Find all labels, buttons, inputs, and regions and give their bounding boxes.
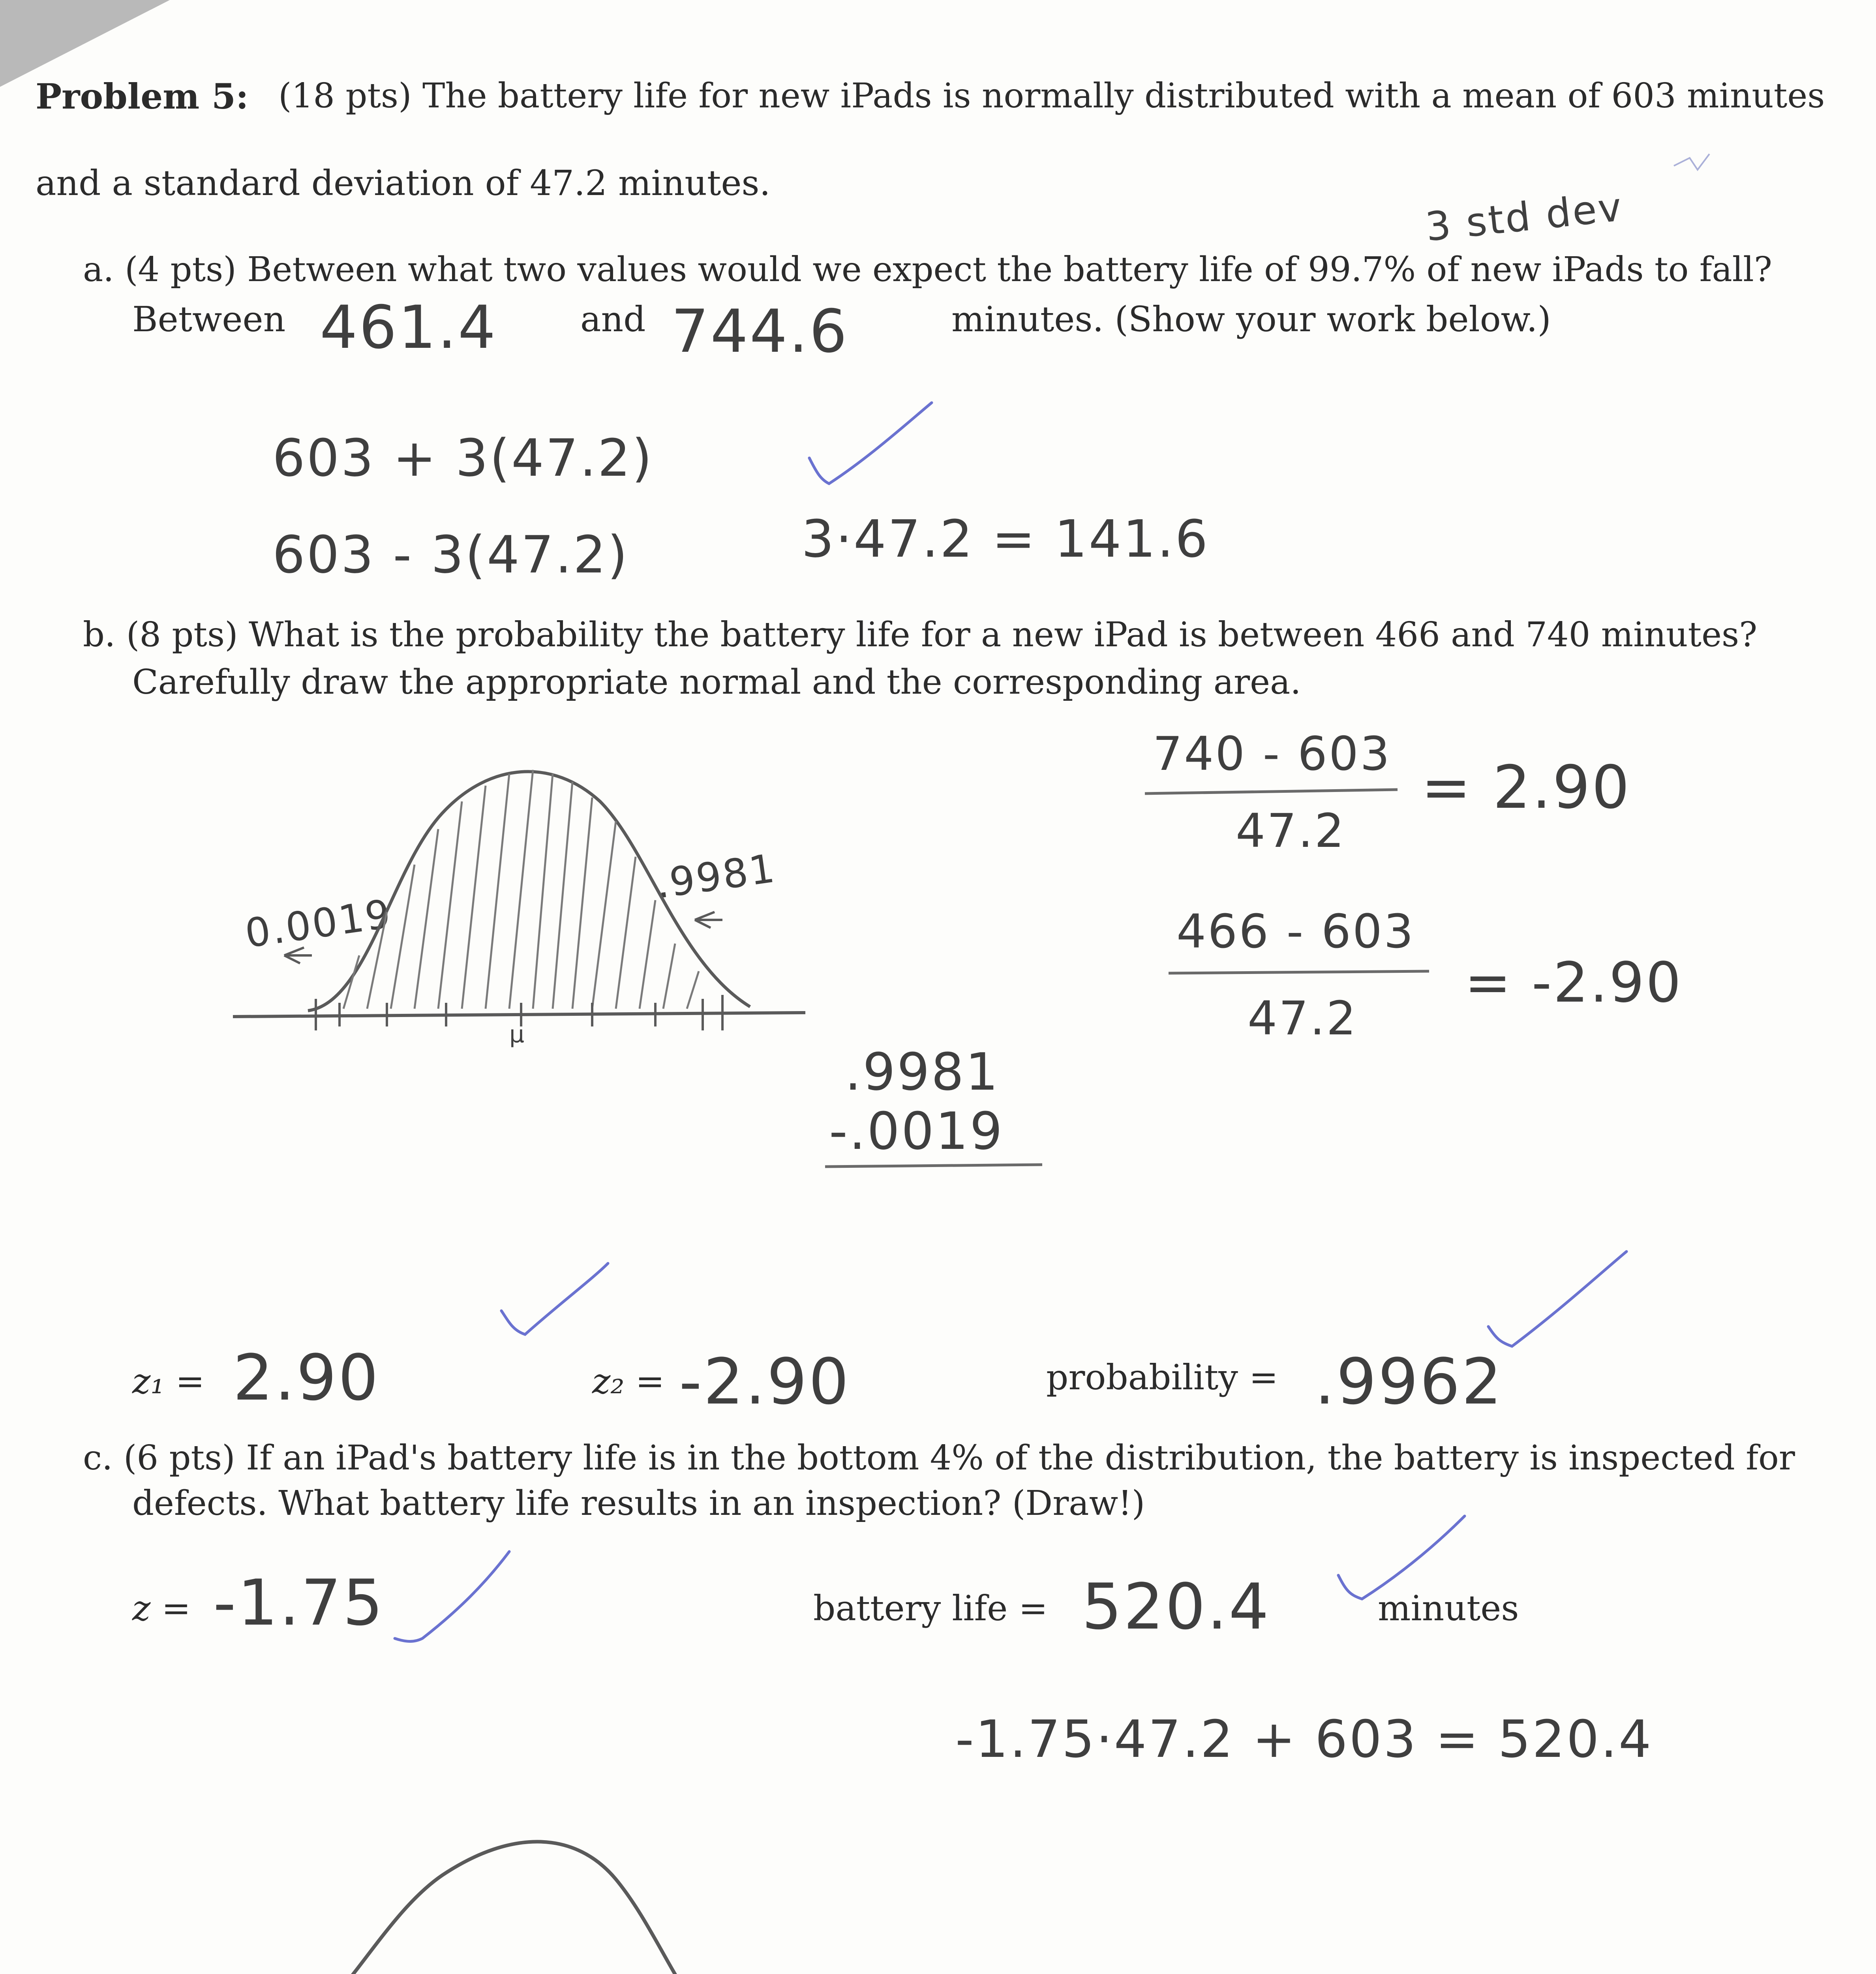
fraction-bar-2 [1169,971,1429,973]
part-b-subtraction-bottom: -.0019 [829,1101,1004,1161]
part-b-calc2-result: = -2.90 [1465,951,1683,1015]
part-b-question-line2: Carefully draw the appropriate normal and the corresponding area. [132,662,1301,702]
part-b-calc1-denominator: 47.2 [1236,803,1346,858]
problem-intro-line1: (18 pts) The battery life for new iPads is normally distributed with a mean of 603 minutes [278,76,1825,116]
part-b-z1-value: 2.90 [233,1341,380,1415]
part-a-question: a. (4 pts) Between what two values would we expect the battery life of 99.7% of new iPads to fall? [83,250,1772,289]
check-part-b-z [501,1263,608,1334]
part-b-arrows [284,912,722,963]
part-b-z1-label: z₁ = [132,1361,205,1402]
part-c-calc: -1.75·47.2 + 603 = 520.4 [955,1709,1653,1769]
subtraction-bar [825,1165,1042,1167]
part-a-between-label: Between [132,299,286,340]
part-b-graph-mu-label: μ [509,1021,526,1048]
margin-note-std-dev: 3 std dev [1423,184,1625,250]
part-b-calc1-result: = 2.90 [1421,753,1631,822]
part-b-normal-curve [233,770,805,1030]
part-a-work-line3: 3·47.2 = 141.6 [801,509,1210,569]
part-a-answer-high: 744.6 [671,297,849,366]
part-c-battery-value: 520.4 [1082,1570,1271,1644]
part-b-graph-right-label: .9981 [653,845,779,908]
part-b-calc2-denominator: 47.2 [1248,991,1358,1045]
part-b-calc2-numerator: 466 - 603 [1176,904,1415,959]
problem-heading: Problem 5: [36,76,249,117]
check-part-c-z [395,1552,509,1642]
part-b-z2-value: -2.90 [679,1345,850,1419]
part-c-normal-curve [170,1842,821,1974]
part-b-subtraction-top: .9981 [845,1042,1000,1102]
part-c-battery-label: battery life = [813,1588,1048,1629]
check-part-b-prob [1488,1252,1626,1346]
grader-checkmarks [395,403,1626,1642]
part-c-minutes-label: minutes [1378,1588,1519,1629]
check-part-c-life [1338,1516,1465,1599]
part-b-graph-left-label: 0.0019 [242,890,395,957]
part-a-work-line2: 603 - 3(47.2) [272,525,629,585]
part-c-z-value: -1.75 [213,1566,385,1640]
part-a-answer-low: 461.4 [320,293,497,362]
grader-scribble [1674,154,1709,170]
fraction-bar-1 [1145,790,1398,794]
part-b-question-line1: b. (8 pts) What is the probability the battery life for a new iPad is between 466 and 740 minutes? [83,615,1758,655]
part-c-question-line2: defects. What battery life results in an inspection? (Draw!) [132,1484,1145,1523]
part-b-calc1-numerator: 740 - 603 [1153,726,1392,781]
page-corner-fold [0,0,170,87]
part-a-work-line1: 603 + 3(47.2) [272,428,654,488]
problem-intro-line2: and a standard deviation of 47.2 minutes. [36,163,771,203]
check-part-a [809,403,932,484]
part-a-and-label: and [580,299,646,340]
part-b-z2-label: z₂ = [592,1361,665,1402]
part-c-question-line1: c. (6 pts) If an iPad's battery life is in the bottom 4% of the distribution, the battery is inspected for [83,1438,1795,1478]
part-a-minutes-note: minutes. (Show your work below.) [951,299,1551,340]
part-b-probability-label: probability = [1046,1357,1278,1398]
part-b-axis [233,1013,805,1017]
part-b-probability-value: .9962 [1315,1345,1504,1419]
part-c-bell [221,1842,778,1974]
part-c-z-label: z = [132,1588,191,1629]
